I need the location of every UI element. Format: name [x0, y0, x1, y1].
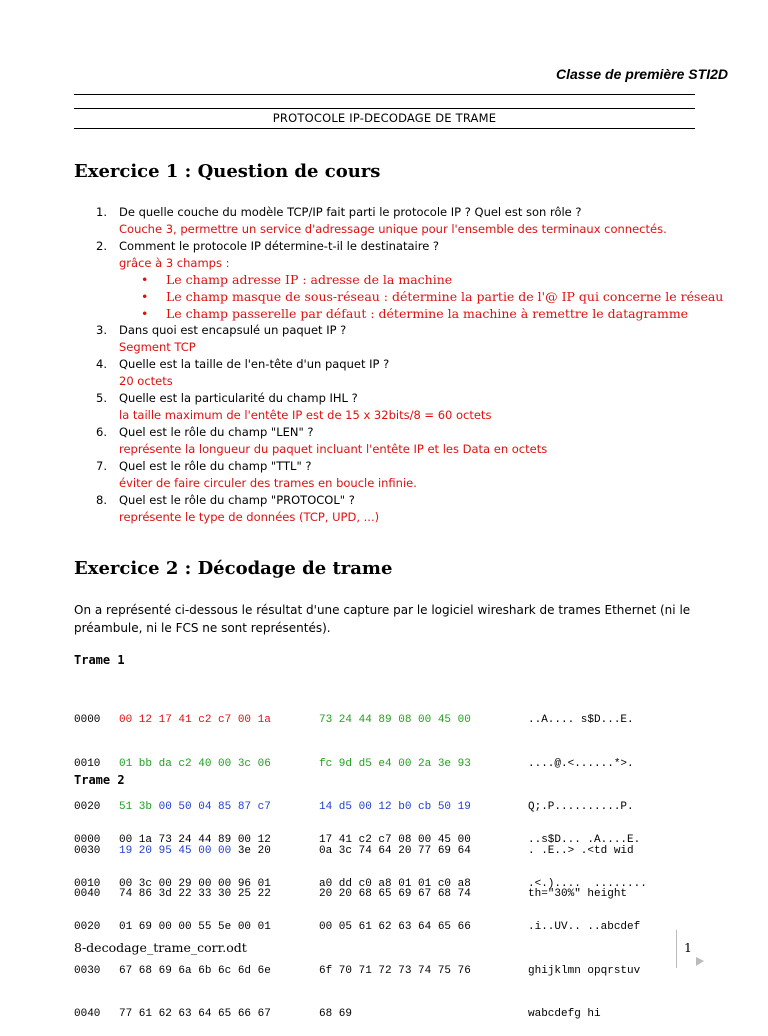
hex-bytes: 01 69 00 00 55 5e 00 01	[119, 921, 271, 933]
question-text: Quel est le rôle du champ "PROTOCOL" ?	[119, 493, 355, 507]
hex-row: 0000 00 1a 73 24 44 89 00 12 17 41 c2 c7 08 00 45 00 ..s$D... .A....E.	[74, 833, 688, 848]
ascii-text: . .E..> .<td wid	[528, 844, 634, 857]
bullet-icon: •	[141, 289, 149, 304]
hex-bytes: 00 3c 00 29 00 00 96 01	[119, 877, 271, 890]
page-banner: PROTOCOLE IP-DECODAGE DE TRAME	[272, 111, 497, 125]
question-number: 7.	[96, 459, 107, 473]
question-number: 4.	[96, 357, 107, 371]
hex-row: 0010 00 3c 00 29 00 00 96 01 a0 dd c0 a8 01 01 c0 a8 .<.).... ........	[74, 877, 688, 892]
hex-row: 0040 74 86 3d 22 33 30 25 22 20 20 68 65 69 67 68 74 th="30%" height	[74, 887, 688, 902]
question-text: Dans quoi est encapsulé un paquet IP ?	[119, 323, 347, 337]
header-rule-top	[74, 94, 695, 95]
question-number: 3.	[96, 323, 107, 337]
ascii-text: ..s$D... .A....E.	[528, 834, 641, 846]
answer-6: représente la longueur du paquet incluant l'entête IP et les Data en octets	[119, 442, 548, 456]
footer-filename: 8-decodage_trame_corr.odt	[74, 940, 247, 955]
question-text: Quel est le rôle du champ "LEN" ?	[119, 425, 314, 439]
hex-bytes: 0a 3c 74 64 20 77 69 64	[319, 844, 471, 857]
exercise-2-title: Exercice 2 : Décodage de trame	[74, 558, 393, 579]
answer-7: éviter de faire circuler des trames en boucle infinie.	[119, 476, 417, 490]
hex-bytes: 17 41 c2 c7 08 00 45 00	[319, 834, 471, 846]
question-number: 6.	[96, 425, 107, 439]
ascii-text: ghijklmn opqrstuv	[528, 964, 641, 977]
header-rule-bottom	[74, 128, 695, 129]
footer-divider	[676, 930, 677, 968]
hex-bytes: 77 61 62 63 64 65 66 67	[119, 1008, 271, 1020]
hex-row: 0040 77 61 62 63 64 65 66 67 68 69 wabcdefg hi	[74, 1007, 688, 1022]
hex-row: 0020 51 3b 00 50 04 85 87 c7 14 d5 00 12 b0 cb 50 19 Q;.P..........P.	[74, 800, 688, 815]
hex-bytes: 67 68 69 6a 6b 6c 6d 6e	[119, 964, 271, 977]
answer-5: la taille maximum de l'entête IP est de 15 x 32bits/8 = 60 octets	[119, 408, 492, 422]
page-number: 1	[684, 940, 692, 955]
class-label: Classe de première STI2D	[556, 66, 728, 82]
bullet-icon: •	[141, 306, 149, 321]
question-text: Quelle est la particularité du champ IHL ?	[119, 391, 358, 405]
ascii-text: ....@.<......*>.	[528, 757, 634, 770]
hex-bytes: 01 bb da c2 40 00 3c 06	[119, 757, 271, 770]
bullet-icon: •	[141, 272, 149, 287]
question-text: De quelle couche du modèle TCP/IP fait parti le protocole IP ? Quel est son rôle ?	[119, 205, 582, 219]
exercise-1-title: Exercice 1 : Question de cours	[74, 161, 381, 182]
hex-bytes: 20 20 68 65 69 67 68 74	[319, 888, 471, 900]
question-number: 1.	[96, 205, 107, 219]
answer-8: représente le type de données (TCP, UPD, ...)	[119, 510, 380, 524]
hex-bytes: 73 24 44 89 08 00 45 00	[319, 714, 471, 726]
trame-1-title: Trame 1	[74, 653, 125, 667]
header-rule-mid	[74, 108, 695, 109]
question-text: Comment le protocole IP détermine-t-il le destinataire ?	[119, 239, 440, 253]
hex-row: 0020 01 69 00 00 55 5e 00 01 00 05 61 62 63 64 65 66 .i..UV.. ..abcdef	[74, 920, 688, 935]
answer-3: Segment TCP	[119, 340, 196, 354]
hex-bytes: a0 dd c0 a8 01 01 c0 a8	[319, 877, 471, 890]
hex-row: 0000 00 12 17 41 c2 c7 00 1a 73 24 44 89 08 00 45 00 ..A.... s$D...E.	[74, 713, 688, 728]
ascii-text: ..A.... s$D...E.	[528, 714, 634, 726]
trame-2-title: Trame 2	[74, 773, 125, 787]
hex-bytes: 6f 70 71 72 73 74 75 76	[319, 964, 471, 977]
question-number: 2.	[96, 239, 107, 253]
question-number: 5.	[96, 391, 107, 405]
question-number: 8.	[96, 493, 107, 507]
hex-bytes: 00 05 61 62 63 64 65 66	[319, 921, 471, 933]
ascii-text: .<.).... ........	[528, 877, 647, 890]
hex-row: 0030 67 68 69 6a 6b 6c 6d 6e 6f 70 71 72 73 74 75 76 ghijklmn opqrstuv	[74, 964, 688, 979]
exercise-2-intro: On a représenté ci-dessous le résultat d'une capture par le logiciel wireshark de trames Ethernet (ni le préambule, ni le FCS ne sont représentés).	[74, 603, 691, 635]
hex-row: 0030 19 20 95 45 00 00 3e 20 0a 3c 74 64 20 77 69 64 . .E..> .<td wid	[74, 844, 688, 859]
hex-bytes: fc 9d d5 e4 00 2a 3e 93	[319, 757, 471, 770]
hex-row: 0010 01 bb da c2 40 00 3c 06 fc 9d d5 e4 00 2a 3e 93 ....@.<......*>.	[74, 757, 688, 772]
ascii-text: Q;.P..........P.	[528, 801, 634, 813]
answer-4: 20 octets	[119, 374, 173, 388]
question-text: Quel est le rôle du champ "TTL" ?	[119, 459, 312, 473]
ascii-text: wabcdefg hi	[528, 1008, 601, 1020]
page-corner-icon	[695, 955, 705, 967]
hex-bytes: 14 d5 00 12 b0 cb 50 19	[319, 801, 471, 813]
hex-dump-trame-2	[74, 804, 688, 1036]
hex-bytes: 00 12 17 41 c2 c7 00 1a	[119, 714, 271, 726]
answer-2: grâce à 3 champs :	[119, 256, 230, 270]
ascii-text: th="30%" height	[528, 888, 628, 900]
answer-1: Couche 3, permettre un service d'adressage unique pour l'ensemble des terminaux connectés.	[119, 222, 667, 236]
ascii-text: .i..UV.. ..abcdef	[528, 921, 641, 933]
hex-bytes: 68 69	[319, 1008, 353, 1020]
hex-bytes: 00 1a 73 24 44 89 00 12	[119, 834, 271, 846]
hex-bytes: 74 86 3d 22 33 30 25 22	[119, 888, 271, 900]
question-text: Quelle est la taille de l'en-tête d'un paquet IP ?	[119, 357, 390, 371]
